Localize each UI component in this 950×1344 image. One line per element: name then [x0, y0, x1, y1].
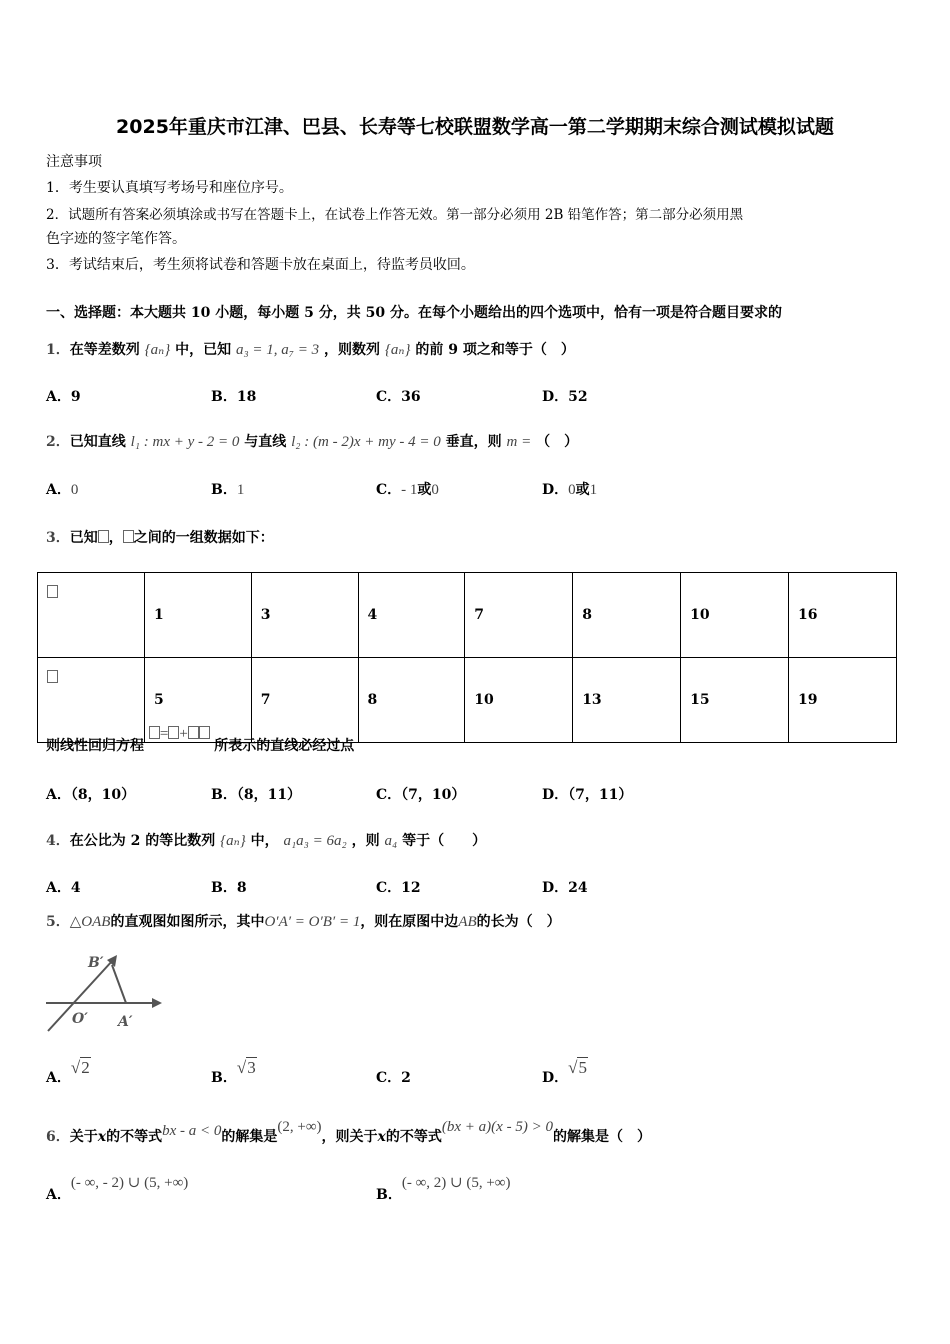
- notice-item-2-cont: 色字迹的签字笔作答。: [46, 231, 186, 247]
- q1-math-given: a₃ = 1, a₇ = 3: [235, 342, 320, 358]
- q6-option-b[interactable]: B．(- ∞, 2) ∪ (5, +∞): [376, 1175, 511, 1203]
- q2-option-d[interactable]: D．0或1: [542, 482, 598, 498]
- regression-equation: = +: [149, 726, 214, 742]
- notice-item-1: 1．考生要认真填写考场号和座位序号。: [46, 180, 293, 196]
- table-row-header: [38, 573, 145, 658]
- sqrt-symbol: √2: [70, 1058, 90, 1077]
- table-cell: 16: [789, 573, 897, 658]
- q2-math-m: m =: [506, 434, 532, 450]
- q1-math-seq2: {aₙ}: [384, 342, 411, 358]
- table-cell: 4: [358, 573, 465, 658]
- question-6: 6．关于x的不等式bx - a < 0的解集是(2, +∞)，则关于x的不等式(bx + a)(x - 5) > 0的解集是（ ）: [46, 1119, 651, 1145]
- table-row-header: [38, 658, 145, 743]
- q5-option-b[interactable]: B．√3: [211, 1058, 256, 1086]
- missing-glyph-icon: [47, 585, 58, 598]
- q4-option-d[interactable]: D．24: [542, 880, 588, 896]
- q4-option-c[interactable]: C．12: [376, 880, 421, 896]
- question-4: 4．在公比为 2 的等比数列 {aₙ} 中， a₁a₃ = 6a₂ ，则 a₄ 等于（ ）: [46, 833, 487, 849]
- question-5: 5．△OAB的直观图如图所示，其中O′A′ = O′B′ = 1，则在原图中边AB的长为（ ）: [46, 914, 561, 930]
- q3-option-d[interactable]: D．（7，11）: [542, 787, 633, 803]
- missing-glyph-icon: [188, 726, 199, 739]
- oblique-diagram: [46, 945, 166, 1035]
- q1-number: 1．: [46, 342, 70, 358]
- table-cell: 7: [465, 573, 573, 658]
- missing-glyph-icon: [47, 670, 58, 683]
- q2-option-c[interactable]: C．- 1或0: [376, 482, 439, 498]
- sqrt-symbol: √5: [568, 1058, 587, 1077]
- table-cell: 3: [251, 573, 358, 658]
- q2-math-l1: l₁ : mx + y - 2 = 0: [130, 434, 240, 450]
- page-title: 2025年重庆市江津、巴县、长寿等七校联盟数学高一第二学期期末综合测试模拟试题: [116, 116, 834, 138]
- q1-option-a[interactable]: A．9: [46, 389, 81, 405]
- question-3: 3．已知 ， 之间的一组数据如下：: [46, 530, 274, 546]
- table-cell: 19: [789, 658, 897, 743]
- missing-glyph-icon: [149, 726, 160, 739]
- q4-option-a[interactable]: A．4: [46, 880, 81, 896]
- data-table: [37, 572, 897, 743]
- table-cell: 13: [573, 658, 681, 743]
- question-1: 1．在等差数列 {aₙ} 中，已知 a₃ = 1, a₇ = 3 ，则数列 {aₙ} 的前 9 项之和等于（ ）: [46, 342, 575, 358]
- table-row: [38, 573, 897, 658]
- axis-arrow: [152, 998, 162, 1008]
- table-cell: 5: [144, 658, 251, 743]
- notice-heading: 注意事项: [46, 154, 102, 170]
- q5-option-a[interactable]: A．√2: [46, 1058, 90, 1086]
- missing-glyph-icon: [123, 530, 134, 543]
- q1-option-b[interactable]: B．18: [211, 389, 257, 405]
- q3-regression-line: 则线性回归方程 = + 所表示的直线必经过点: [46, 726, 355, 754]
- table-cell: 15: [681, 658, 789, 743]
- sqrt-symbol: √3: [236, 1058, 256, 1077]
- q4-option-b[interactable]: B．8: [211, 880, 247, 896]
- notice-item-2: 2．试题所有答案必须填涂或书写在答题卡上，在试卷上作答无效。第一部分必须用 2B 铅笔作答；第二部分必须用黑: [46, 207, 744, 223]
- question-2: 2．已知直线 l₁ : mx + y - 2 = 0 与直线 l₂ : (m - 2)x + my - 4 = 0 垂直，则 m = （ ）: [46, 434, 579, 450]
- table-cell: 7: [251, 658, 358, 743]
- label-b: B′: [88, 955, 104, 971]
- q5-option-c[interactable]: C．2: [376, 1070, 411, 1086]
- table-cell: 1: [144, 573, 251, 658]
- q3-option-c[interactable]: C．（7，10）: [376, 787, 466, 803]
- q1-math-seq: {aₙ}: [144, 342, 171, 358]
- q1-option-c[interactable]: C．36: [376, 389, 421, 405]
- section-heading: 一、选择题：本大题共 10 小题，每小题 5 分，共 50 分。在每个小题给出的四个选项中，恰有一项是符合题目要求的: [46, 305, 782, 321]
- q2-math-l2: l₂ : (m - 2)x + my - 4 = 0: [291, 434, 441, 450]
- label-a: A′: [118, 1014, 133, 1030]
- label-o: O′: [72, 1011, 88, 1027]
- table-cell: 8: [358, 658, 465, 743]
- notice-item-3: 3．考试结束后，考生须将试卷和答题卡放在桌面上，待监考员收回。: [46, 257, 475, 273]
- missing-glyph-icon: [168, 726, 179, 739]
- table-cell: 10: [465, 658, 573, 743]
- q2-option-a[interactable]: A．0: [46, 482, 79, 498]
- table-cell: 8: [573, 573, 681, 658]
- q3-option-b[interactable]: B．（8，11）: [211, 787, 302, 803]
- missing-glyph-icon: [98, 530, 109, 543]
- missing-glyph-icon: [199, 726, 210, 739]
- q1-option-d[interactable]: D．52: [542, 389, 588, 405]
- q2-option-b[interactable]: B．1: [211, 482, 245, 498]
- segment-ab: [112, 965, 126, 1003]
- q6-option-a[interactable]: A．(- ∞, - 2) ∪ (5, +∞): [46, 1175, 189, 1203]
- table-cell: 10: [681, 573, 789, 658]
- q3-option-a[interactable]: A．（8，10）: [46, 787, 136, 803]
- q5-option-d[interactable]: D．√5: [542, 1058, 587, 1086]
